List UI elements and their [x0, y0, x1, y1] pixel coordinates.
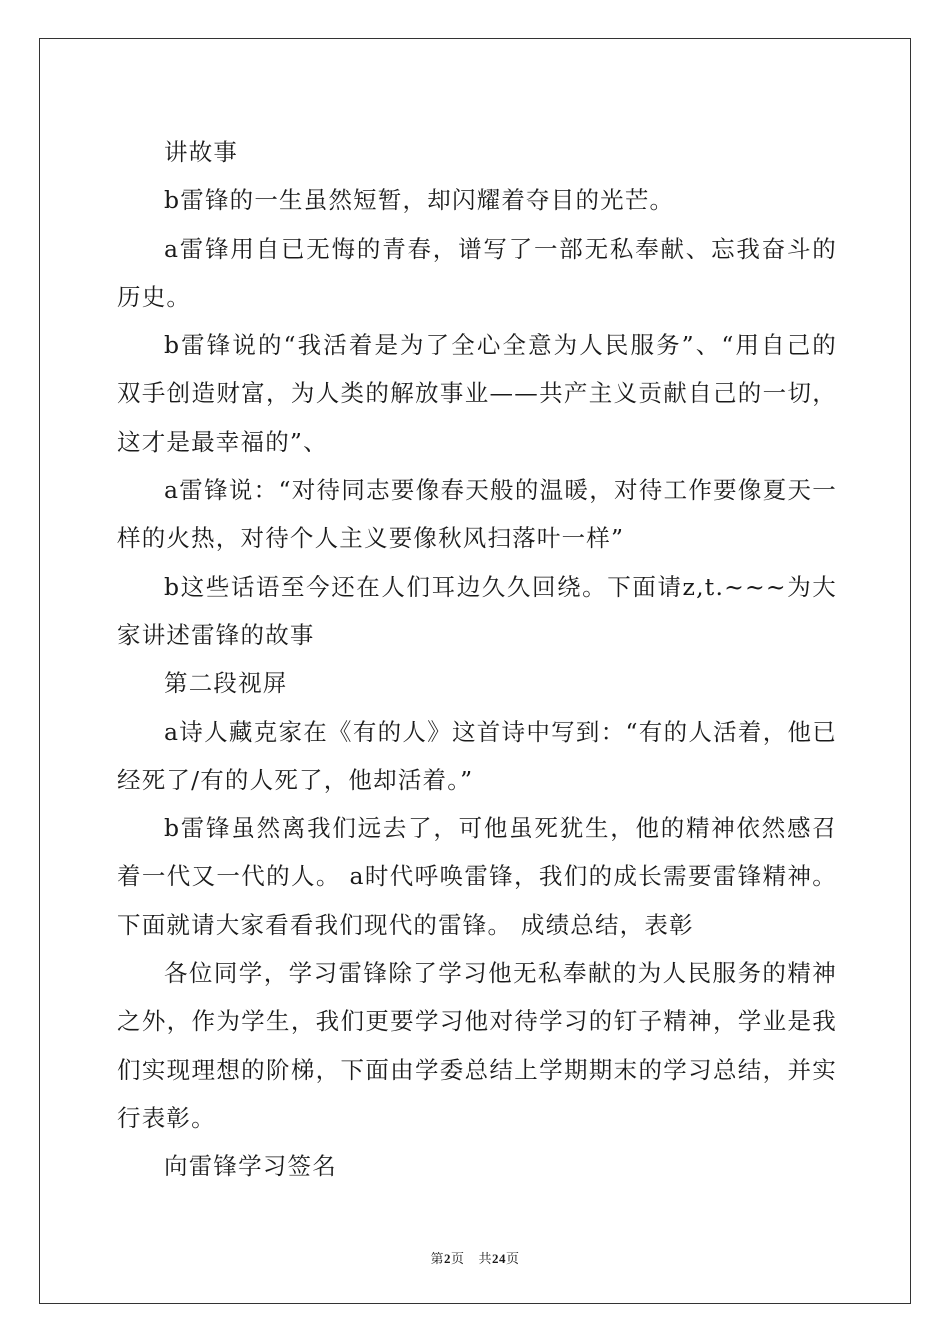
paragraph-heading-signature: 向雷锋学习签名 — [164, 1152, 337, 1181]
paragraph: a诗人藏克家在《有的人》这首诗中写到：“有的人活着，他已经死了/有的人死了，他却活着。” — [117, 717, 837, 794]
paragraph: b雷锋虽然离我们远去了，可他虽死犹生，他的精神依然感召着一代又一代的人。 a时代呼唤雷锋，我们的成长需要雷锋精神。下面就请大家看看我们现代的雷锋。 成绩总结，表彰 — [117, 814, 837, 939]
total-prefix: 共 — [478, 1252, 493, 1267]
paragraph: b雷锋的一生虽然短暂，却闪耀着夺目的光芒。 — [164, 186, 675, 215]
page-footer — [0, 1248, 950, 1267]
document-body — [117, 128, 837, 1191]
total-pages: 24 — [492, 1251, 507, 1266]
paragraph: 各位同学，学习雷锋除了学习他无私奉献的为人民服务的精神之外，作为学生，我们更要学习他对待学习的钉子精神，学业是我们实现理想的阶梯，下面由学委总结上学期期末的学习总结，并实行表彰。 — [117, 959, 837, 1132]
page-number: 2 — [443, 1251, 451, 1266]
total-suffix: 页 — [506, 1252, 520, 1267]
page-suffix: 页 — [450, 1252, 465, 1267]
paragraph: a雷锋用自已无悔的青春，谱写了一部无私奉献、忘我奋斗的历史。 — [117, 234, 837, 311]
paragraph-heading-story: 讲故事 — [164, 138, 239, 166]
paragraph-heading-video: 第二段视屏 — [164, 669, 288, 698]
paragraph: b雷锋说的“我活着是为了全心全意为人民服务”、“用自己的双手创造财富，为人类的解放事业——共产主义贡献自己的一切，这才是最幸福的”、 — [117, 331, 837, 456]
page-prefix: 第 — [430, 1252, 444, 1267]
paragraph: a雷锋说：“对待同志要像春天般的温暖，对待工作要像夏天一样的火热，对待个人主义要像秋风扫落叶一样” — [117, 476, 837, 553]
paragraph: b这些话语至今还在人们耳边久久回绕。下面请z,t.~~~为大家讲述雷锋的故事 — [117, 572, 837, 649]
